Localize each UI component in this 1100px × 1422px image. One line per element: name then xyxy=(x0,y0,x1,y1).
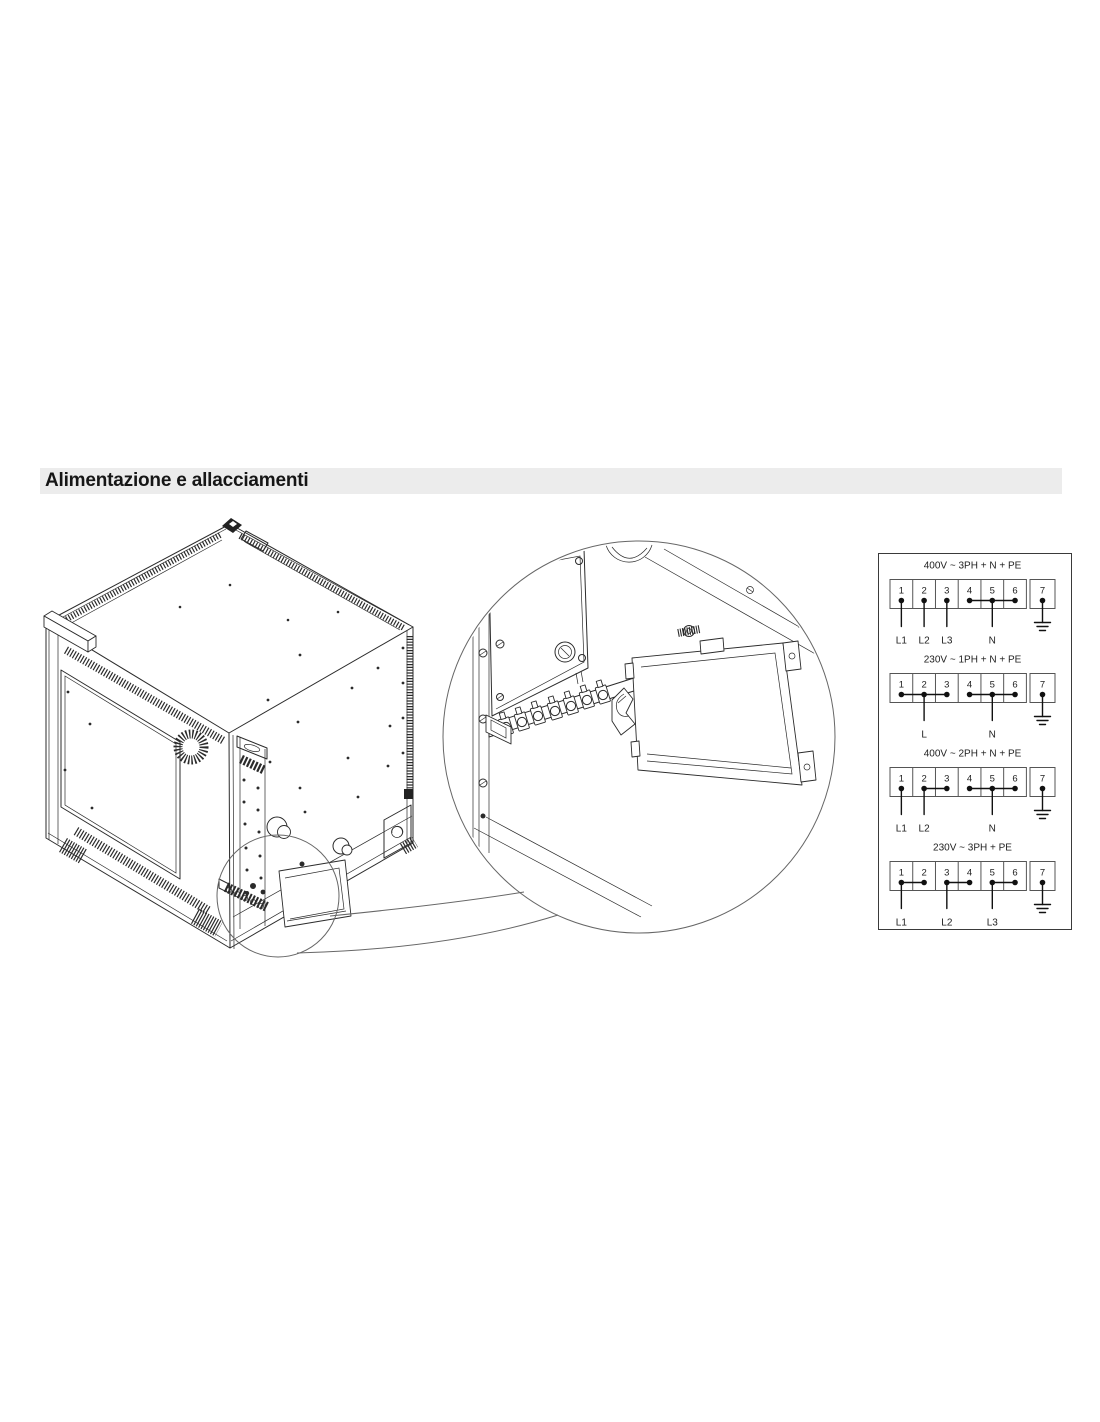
wire-label: L2 xyxy=(918,635,930,647)
callout-link-lower xyxy=(297,915,558,953)
hinge-block xyxy=(404,789,413,799)
terminal-area-small xyxy=(219,860,351,927)
terminal-screws-row xyxy=(496,679,610,736)
page-title: Alimentazione e allacciamenti xyxy=(45,470,309,491)
terminal-number: 6 xyxy=(1012,867,1018,879)
terminal-number: 3 xyxy=(944,867,950,879)
panel-screws-detail xyxy=(496,556,586,701)
terminal-number: 1 xyxy=(898,679,905,691)
wire-label: L xyxy=(921,729,927,741)
wire-label: L1 xyxy=(895,823,907,835)
drain-pipes xyxy=(267,817,352,855)
wiring-diagram-1 xyxy=(890,561,1055,647)
terminal-number: 3 xyxy=(944,679,950,691)
oven-rear-isometric-drawing xyxy=(44,518,415,949)
wire-label: L2 xyxy=(918,823,930,835)
section-title-bar xyxy=(40,468,1062,494)
wire-label: N xyxy=(988,729,996,741)
terminal-number: 7 xyxy=(1039,585,1046,597)
wiring-diagram-4 xyxy=(890,843,1055,929)
wire-label: L1 xyxy=(895,635,907,647)
terminal-number: 1 xyxy=(898,585,905,597)
terminal-number: 5 xyxy=(989,773,995,785)
terminal-number: 7 xyxy=(1039,773,1046,785)
channel-screws-detail xyxy=(479,649,487,819)
wiring-diagram-title: 400V ~ 2PH + N + PE xyxy=(923,748,1022,760)
terminal-number: 2 xyxy=(921,585,927,597)
terminal-number: 6 xyxy=(1012,679,1018,691)
wiring-diagram-title: 400V ~ 3PH + N + PE xyxy=(923,560,1022,572)
terminal-number: 4 xyxy=(966,773,973,785)
terminal-number: 2 xyxy=(921,773,927,785)
terminal-number: 1 xyxy=(898,773,905,785)
wire-label: L2 xyxy=(941,917,953,929)
wire-label: N xyxy=(988,823,996,835)
terminal-number: 2 xyxy=(921,867,927,879)
terminal-number: 2 xyxy=(921,679,927,691)
terminal-number: 3 xyxy=(944,773,950,785)
installation-figure xyxy=(40,505,850,965)
terminal-number: 5 xyxy=(989,867,995,879)
terminal-number: 5 xyxy=(989,585,995,597)
wire-label: N xyxy=(988,635,996,647)
wiring-diagrams-panel xyxy=(878,553,1072,930)
wiring-diagram-title: 230V ~ 1PH + N + PE xyxy=(923,654,1022,666)
terminal-number: 4 xyxy=(966,679,973,691)
callout-link-upper xyxy=(330,892,524,916)
cover-latch xyxy=(612,688,635,735)
terminal-number: 7 xyxy=(1039,867,1046,879)
wire-label: L3 xyxy=(941,635,953,647)
terminal-number: 4 xyxy=(966,585,973,597)
terminal-cover-plate-small xyxy=(279,860,351,927)
terminal-number: 6 xyxy=(1012,773,1018,785)
terminal-block-detail-view xyxy=(473,545,848,917)
wiring-diagram-title: 230V ~ 3PH + PE xyxy=(933,842,1012,854)
wire-label: L3 xyxy=(986,917,998,929)
terminal-number: 1 xyxy=(898,867,905,879)
terminal-number: 6 xyxy=(1012,585,1018,597)
oven-feet xyxy=(63,842,415,929)
terminal-number: 5 xyxy=(989,679,995,691)
wiring-diagrams-svg xyxy=(879,554,1071,929)
terminal-cover-plate-detail xyxy=(625,626,816,786)
wiring-diagram-2 xyxy=(890,655,1055,741)
terminal-number: 3 xyxy=(944,585,950,597)
terminal-number: 4 xyxy=(966,867,973,879)
terminal-number: 7 xyxy=(1039,679,1046,691)
wiring-diagram-3 xyxy=(890,749,1055,835)
wire-label: L1 xyxy=(895,917,907,929)
panel-screws xyxy=(64,584,392,814)
rear-edge-screws xyxy=(402,647,405,755)
